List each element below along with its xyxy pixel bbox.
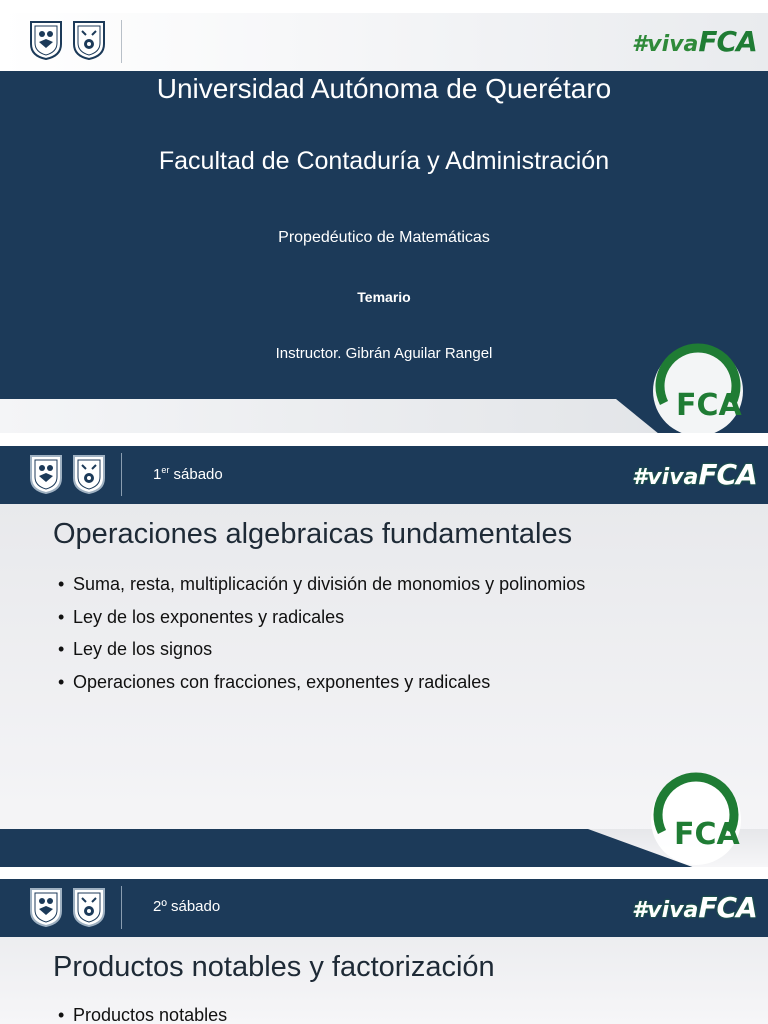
viva-fca-text: FCA (698, 458, 757, 491)
list-item (58, 637, 585, 670)
slide-title: Operaciones algebraicas fundamentales (53, 518, 573, 550)
day-label: 2º sábado (153, 898, 221, 915)
viva-fca-logo (632, 891, 757, 924)
seal-fca-text: FCA (676, 388, 742, 423)
day-label (153, 465, 223, 483)
list-item-text: Operaciones con fracciones, exponentes y radicales (73, 671, 491, 692)
list-item-text: Productos notables (73, 1005, 228, 1024)
viva-hashtag-text: #viva (632, 465, 699, 490)
faculty-title: Facultad de Contaduría y Administración (158, 147, 610, 175)
list-item (58, 1003, 227, 1024)
header-divider (121, 20, 122, 63)
header-band (0, 879, 768, 937)
topic-slide-2 (0, 879, 768, 1024)
day-number: 1 (153, 466, 162, 483)
bullet-dot-icon: • (58, 574, 65, 594)
course-title: Propedéutico de Matemáticas (278, 229, 490, 246)
seal-fca-text: FCA (674, 817, 740, 852)
day-superscript: er (161, 465, 170, 475)
bullet-list (58, 1003, 227, 1024)
header-divider (121, 453, 122, 496)
cover-slide (0, 13, 768, 433)
fca-shield-icon (72, 20, 106, 60)
list-item (58, 670, 585, 703)
temario-subtitle: Temario (357, 289, 411, 305)
viva-hashtag-text: #viva (632, 898, 699, 923)
uaq-shield-icon (29, 887, 63, 927)
instructor-name: Instructor. Gibrán Aguilar Rangel (275, 345, 493, 362)
day-word: sábado (173, 466, 223, 483)
fca-shield-icon (72, 887, 106, 927)
bullet-dot-icon: • (58, 639, 65, 659)
list-item (58, 605, 585, 638)
header-band (0, 446, 768, 504)
viva-fca-text: FCA (698, 891, 757, 924)
list-item-text: Ley de los exponentes y radicales (73, 606, 345, 627)
viva-fca-logo (632, 25, 757, 58)
fca-seal-logo (650, 343, 746, 433)
viva-fca-logo (632, 458, 757, 491)
viva-fca-text: FCA (698, 25, 757, 58)
topic-slide-1 (0, 446, 768, 867)
header-band (0, 13, 768, 71)
bullet-dot-icon: • (58, 671, 65, 692)
uaq-shield-icon (29, 454, 63, 494)
list-item-text: Ley de los signos (73, 639, 213, 659)
slide-title: Productos notables y factorización (53, 951, 495, 983)
bullet-dot-icon: • (58, 606, 65, 627)
bullet-dot-icon: • (58, 1005, 65, 1024)
uaq-shield-icon (29, 20, 63, 60)
bullet-list (58, 572, 585, 702)
viva-hashtag-text: #viva (632, 32, 699, 57)
list-item (58, 572, 585, 605)
header-divider (121, 886, 122, 929)
list-item-text: Suma, resta, multiplicación y división de monomios y polinomios (73, 574, 586, 594)
fca-seal-logo (648, 772, 744, 867)
university-title: Universidad Autónoma de Querétaro (156, 73, 612, 104)
fca-shield-icon (72, 454, 106, 494)
